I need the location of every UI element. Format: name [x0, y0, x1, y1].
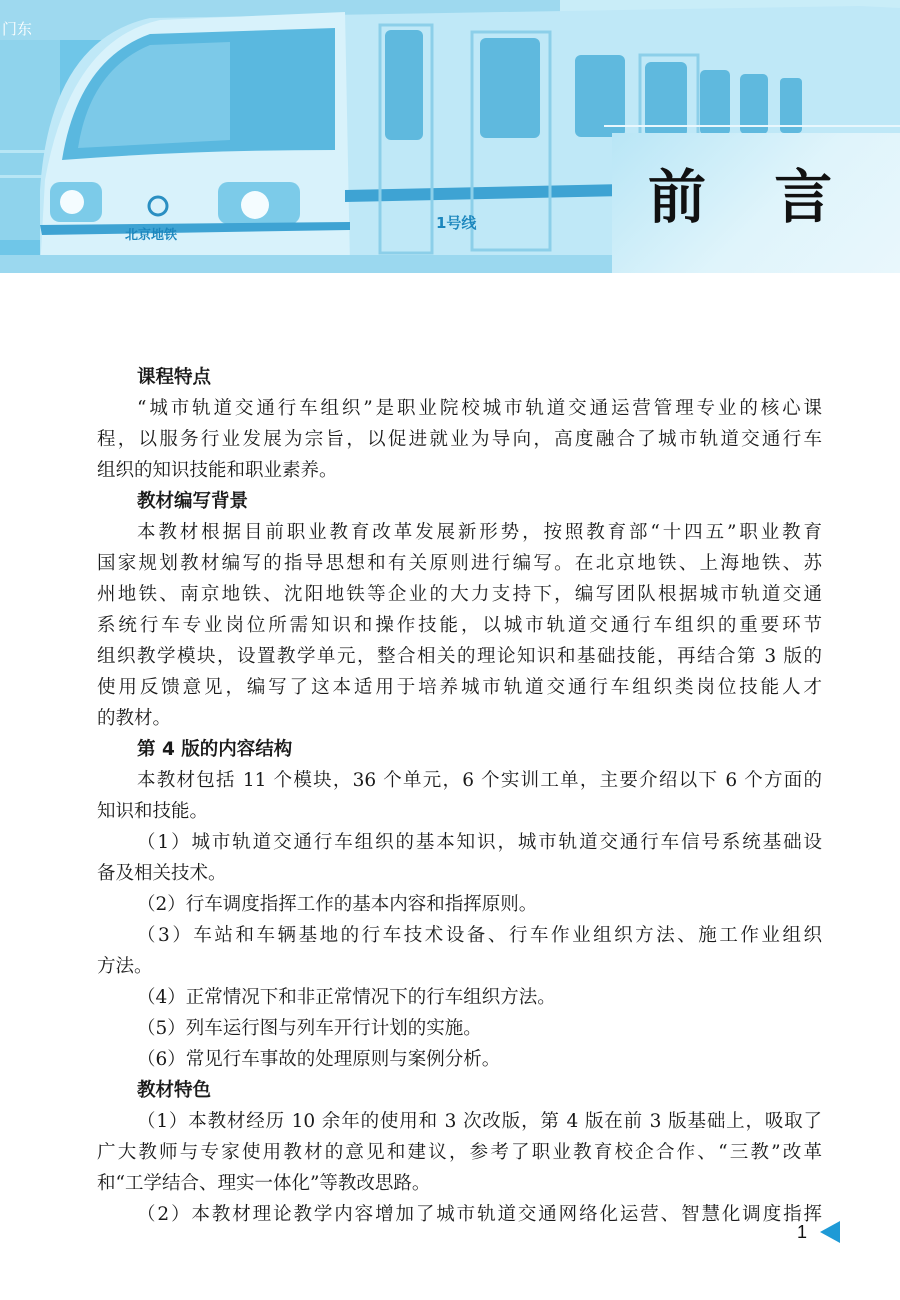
metro-logo-text: 北京地铁 [125, 228, 178, 243]
paragraph-line: 的教材。 [97, 708, 172, 729]
list-item-line: （1）本教材经历 10 余年的使用和 3 次改版，第 4 版在前 3 版基础上，吸取了 [137, 1111, 822, 1132]
list-item-line: 备及相关技术。 [97, 863, 227, 884]
page-title: 前 言 [648, 163, 857, 231]
page-number: 1 [797, 1222, 808, 1242]
list-item-line: （5）列车运行图与列车开行计划的实施。 [137, 1018, 482, 1039]
header-banner [0, 0, 900, 273]
paragraph-line: “城市轨道交通行车组织”是职业院校城市轨道交通运营管理专业的核心课 [137, 398, 822, 419]
preface-body [97, 362, 822, 1230]
paragraph-line: 广大教师与专家使用教材的意见和建议，参考了职业教育校企合作、“三教”改革 [97, 1142, 822, 1163]
page-marker-arrow-icon [820, 1221, 840, 1243]
paragraph-line: 和“工学结合、理实一体化”等教改思路。 [97, 1173, 431, 1194]
paragraph-line: 知识和技能。 [97, 801, 209, 822]
list-item-line: （2）本教材理论教学内容增加了城市轨道交通网络化运营、智慧化调度指挥 [137, 1204, 822, 1225]
paragraph-line: 本教材根据目前职业教育改革发展新形势，按照教育部“十四五”职业教育 [137, 522, 822, 543]
paragraph-line: 使用反馈意见，编写了这本适用于培养城市轨道交通行车组织类岗位技能人才 [97, 677, 822, 698]
paragraph-line: 本教材包括 11 个模块，36 个单元，6 个实训工单，主要介绍以下 6 个方面的 [137, 770, 822, 791]
paragraph-line: 组织教学模块，设置教学单元，整合相关的理论知识和基础技能，再结合第 3 版的 [97, 646, 822, 667]
paragraph-line: 程，以服务行业发展为宗旨，以促进就业为导向，高度融合了城市轨道交通行车 [97, 429, 822, 450]
station-sign: 门东 [2, 20, 33, 38]
list-item-line: （6）常见行车事故的处理原则与案例分析。 [137, 1049, 501, 1070]
paragraph-line: 国家规划教材编写的指导思想和有关原则进行编写。在北京地铁、上海地铁、苏 [97, 553, 822, 574]
paragraph-line: 系统行车专业岗位所需知识和操作技能，以城市轨道交通行车组织的重要环节 [97, 615, 822, 636]
section-heading-background: 教材编写背景 [137, 491, 249, 512]
section-heading-course-features: 课程特点 [137, 367, 212, 388]
paragraph-line: 州地铁、南京地铁、沈阳地铁等企业的大力支持下，编写团队根据城市轨道交通 [97, 584, 822, 605]
paragraph-line: 组织的知识技能和职业素养。 [97, 460, 338, 481]
section-heading-features: 教材特色 [137, 1080, 212, 1101]
list-item-line: 方法。 [97, 956, 153, 977]
section-heading-content-structure: 第 4 版的内容结构 [137, 739, 293, 760]
list-item-line: （3）车站和车辆基地的行车技术设备、行车作业组织方法、施工作业组织 [137, 925, 822, 946]
line-label: 1号线 [436, 214, 477, 232]
list-item-line: （4）正常情况下和非正常情况下的行车组织方法。 [137, 987, 556, 1008]
list-item-line: （1）城市轨道交通行车组织的基本知识，城市轨道交通行车信号系统基础设 [137, 832, 822, 853]
list-item-line: （2）行车调度指挥工作的基本内容和指挥原则。 [137, 894, 538, 915]
